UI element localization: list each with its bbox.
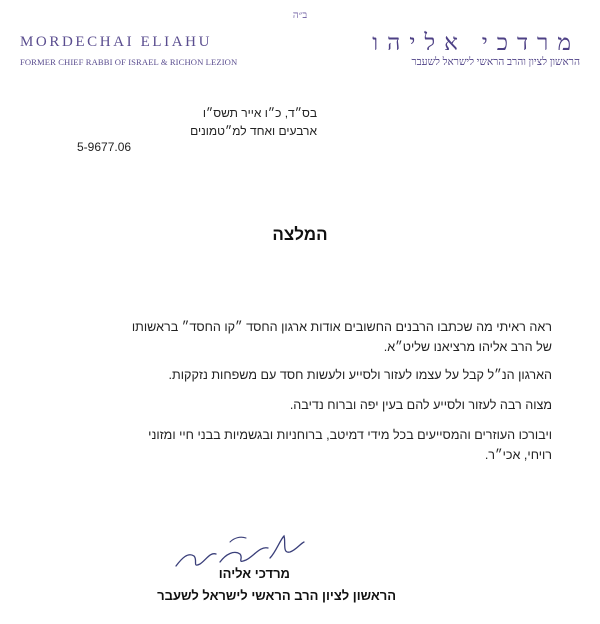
letterhead-subtitle-he: הראשון לציון והרב הראשי לישראל לשעבר (411, 57, 580, 68)
omer-line: ארבעים ואחד למ״טמונים (190, 124, 317, 138)
letterhead-name-he: מרדכי אליהו (372, 30, 580, 55)
letterhead-subtitle-en: FORMER CHIEF RABBI OF ISRAEL & RICHON LEZION (20, 57, 238, 67)
paragraph-3: מצוה רבה לעזור ולסייע להם בעין יפה וברוח נדיבה. (289, 398, 552, 412)
signature-stroke-4 (230, 537, 246, 542)
signatory-title: הראשון לציון הרב הראשי לישראל לשעבר (157, 588, 396, 603)
reference-number: 5-9677.06 (77, 140, 132, 154)
paragraph-2: הארגון הנ״ל קבל על עצמו לעזור ולסייע ולעשות חסד עם משפחות נזקקות. (168, 368, 552, 382)
signature-stroke-2 (220, 548, 268, 562)
paragraph-4-line-2: רויחי, אכי״ר. (484, 448, 552, 462)
letterhead-name-en: MORDECHAI ELIAHU (20, 34, 213, 50)
signature-stroke-3 (270, 536, 304, 558)
signatory-name: מרדכי אליהו (218, 566, 290, 581)
paragraph-1-line-2: של הרב אליהו מרציאנו שליט״א. (383, 340, 552, 354)
letter-title: המלצה (272, 225, 328, 244)
date-line: בס״ד, כ״ו אייר תשס״ו (202, 106, 317, 120)
paragraph-1-line-1: ראה ראיתי מה שכתבו הרבנים החשובים אודות ארגון החסד ״קו החסד״ בראשותו (131, 320, 552, 334)
signature-stroke-1 (176, 554, 216, 566)
bh-mark: ב״ה (292, 10, 308, 21)
paragraph-4-line-1: ויבורכו העוזרים והמסייעים בכל מידי דמיטב, ברוחניות ובגשמיות בבני חיי ומזוני (148, 428, 552, 442)
